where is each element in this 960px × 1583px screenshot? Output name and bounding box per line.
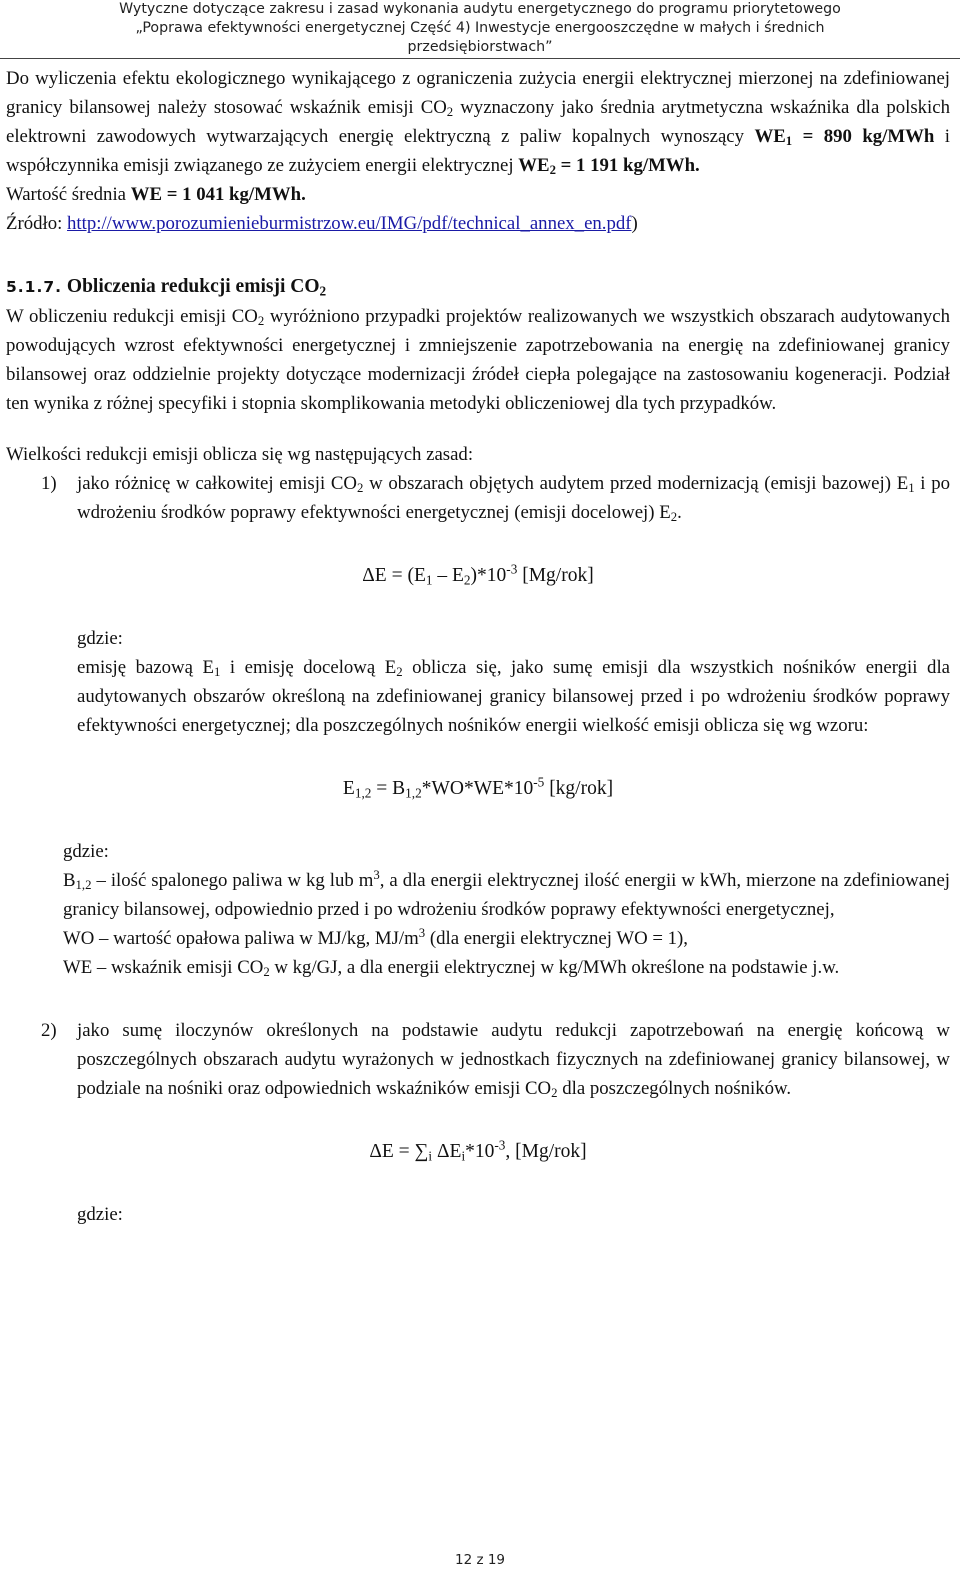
section-paragraph: W obliczeniu redukcji emisji $CO_2$ wyróżniono przypadki projektów realizowanych we wszystkich obszarach audytowanych powodujących wzrost efektywności energetycznej i zmniejszenie zapotrzebowania na energię na zdefiniowanej granicy bilansowej oraz oddzielnie projekty dotyczące modernizacji źródeł ciepła polegające na zastosowaniu kogeneracji. Podział ten wynika z różnej specyfiki i stopnia skomplikowania metodyki obliczeniowej dla tych przypadków. <box>6 306 950 414</box>
document-body <box>6 64 950 1229</box>
source-link[interactable]: http://www.porozumienieburmistrzow.eu/IMG/pdf/technical_annex_en.pdf <box>67 213 632 234</box>
rules-intro: Wielkości redukcji emisji oblicza się wg następujących zasad: <box>6 444 474 465</box>
list-number-2: 2) <box>41 1020 57 1041</box>
formula-e12: $E_{1,2} = B_{1,2}*WO*WE*10^{-5}$ [kg/rok] <box>342 774 614 801</box>
formula-sum-delta-e: $\Delta E = \sum_i$ $\Delta E_i*10^{-3}$, [Mg/rok] <box>369 1137 587 1164</box>
list-item-1: 1) jako różnicę w całkowitej emisji $CO_2$ w obszarach objętych audytem przed modernizacją (emisji bazowej) $E_1$ i po wdrożeniu środków poprawy efektywności energetycznej (emisji docelowej) $E_2$. <box>6 469 950 527</box>
section-heading: 5.1.7. Obliczenia redukcji emisji $CO_2$ <box>6 276 327 299</box>
formula-delta-e: $\Delta E = (E_1 - E_2)*10^{-3}$ [Mg/rok] <box>362 561 594 588</box>
intro-paragraph: Do wyliczenia efektu ekologicznego wynikającego z ograniczenia zużycia energii elektrycznej mierzonej na zdefiniowanej granicy bilansowej należy stosować wskaźnik emisji $CO_2$ wyznaczony jako średnia arytmetyczna wskaźnika dla polskich elektrowni zawodowych wytwarzających energię elektryczną z paliw kopalnych wynoszący $WE_1 = 890$ kg/MWh i współczynnika emisji związanego ze zużyciem energii elektrycznej $WE_2 = 1$ 191 kg/MWh. <box>6 68 950 178</box>
section-number: 5.1.7. <box>6 278 63 296</box>
definition-b: $B_{1,2}$ – ilość spalonego paliwa w kg lub $m^3$, a dla energii elektrycznej ilość energii w kWh, mierzone na zdefiniowanej granicy bilansowej, odpowiednio przed i po wdrożeniu środków poprawy efektywności energetycznej, <box>63 867 950 920</box>
header-line-2: „Poprawa efektywności energetycznej Część 4) Inwestycje energooszczędne w małych i średnich <box>135 20 825 36</box>
gdzie-label-3: gdzie: <box>77 1204 123 1225</box>
definition-wo: WO – wartość opałowa paliwa w MJ/kg, $MJ/m^3$ (dla energii elektrycznej WO = 1), <box>63 925 688 949</box>
document-header <box>0 0 960 59</box>
gdzie-label-2: gdzie: <box>63 841 109 862</box>
page-number: 12 z 19 <box>454 1552 506 1568</box>
list-number-1: 1) <box>41 473 57 494</box>
average-line: Wartość średnia WE = 1 041 kg/MWh. <box>6 184 306 205</box>
header-line-1: Wytyczne dotyczące zakresu i zasad wykonania audytu energetycznego do programu priorytetowego <box>119 1 841 17</box>
gdzie-label-1: gdzie: <box>77 628 123 649</box>
source-line: Źródło: http://www.porozumienieburmistrzow.eu/IMG/pdf/technical_annex_en.pdf) <box>6 213 638 234</box>
emission-explanation: emisję bazową $E_1$ i emisję docelową $E_2$ oblicza się, jako sumę emisji dla wszystkich nośników energii dla audytowanych obszarów określoną na zdefiniowanej granicy bilansowej przed i po wdrożeniu środków poprawy efektywności energetycznej; dla poszczególnych nośników energii wielkość emisji oblicza się wg wzoru: <box>77 657 950 736</box>
definition-we: WE – wskaźnik emisji $CO_2$ w kg/GJ, a dla energii elektrycznej w kg/MWh określone na podstawie j.w. <box>63 957 840 980</box>
header-line-3: przedsiębiorstwach” <box>407 39 553 55</box>
list-item-2: 2) jako sumę iloczynów określonych na podstawie audytu redukcji zapotrzebowań na energię końcową w poszczególnych obszarach audytu wyrażonych w jednostkach fizycznych na zdefiniowanej granicy bilansowej, w podziale na nośniki oraz odpowiednich wskaźników emisji $CO_2$ dla poszczególnych nośników. <box>6 1016 950 1103</box>
